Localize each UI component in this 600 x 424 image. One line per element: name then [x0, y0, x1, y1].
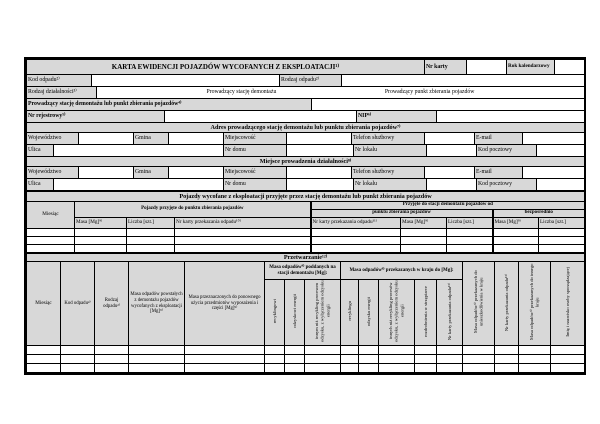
data-cell[interactable] — [311, 236, 401, 244]
adres-ulica-input[interactable] — [54, 145, 224, 157]
miejsce-telefon-input[interactable] — [425, 167, 475, 179]
adres-wojewodztwo-input[interactable] — [79, 133, 134, 145]
miejsce-wojewodztwo-input[interactable] — [79, 167, 134, 179]
data-cell[interactable] — [285, 364, 305, 373]
rodzaj-odpadu-input[interactable] — [342, 75, 585, 87]
prowadzacy-input[interactable] — [312, 99, 585, 111]
data-cell[interactable] — [437, 346, 463, 355]
data-cell[interactable] — [305, 346, 341, 355]
data-cell[interactable] — [519, 355, 551, 364]
miejsce-miejscowosc-label: Miejscowość — [224, 167, 287, 179]
nr-karty-input[interactable] — [467, 60, 507, 75]
data-cell[interactable] — [401, 236, 447, 244]
proc-col-masa-inny-kraj: Masa odpadów⁹⁾ przekazanych do innego kraju — [519, 262, 551, 346]
data-cell[interactable] — [75, 236, 127, 244]
miejsce-gmina-label: Gmina — [134, 167, 169, 179]
place-section-title: Miejsce prowadzenia działalności⁸⁾ — [27, 157, 585, 167]
miejsce-kod-pocztowy-label: Kod pocztowy — [477, 179, 537, 191]
data-cell[interactable] — [379, 355, 415, 364]
data-cell[interactable] — [519, 346, 551, 355]
data-cell[interactable] — [185, 364, 265, 373]
address-table — [26, 122, 585, 145]
rodzaj-odpadu-label: Rodzaj odpadu²⁾ — [280, 75, 342, 87]
kod-odpadu-label: Kod odpadu²⁾ — [27, 75, 92, 87]
proc-col-nr-karty: Nr karty przekazania odpadu¹³⁾ — [495, 262, 519, 346]
miejsce-wojewodztwo-label: Województwo — [27, 167, 79, 179]
data-cell[interactable] — [95, 364, 129, 373]
nr-rejestrowy-label: Nr rejestrowy⁵⁾ — [27, 111, 165, 123]
data-cell[interactable] — [551, 346, 585, 355]
vehicles-group-punkt: Pojazdy przyjęte do punktu zbierania pojazdów — [75, 201, 311, 217]
kod-odpadu-input[interactable] — [92, 75, 280, 87]
processing-row — [27, 364, 585, 373]
data-cell[interactable] — [463, 355, 495, 364]
vehicles-col-masa-2: Masa [Mg]⁹⁾ — [401, 217, 447, 228]
adres-email-label: E-mail — [475, 133, 523, 145]
proc-col-kod-odpadu: Kod odpadu²⁾ — [61, 262, 95, 346]
rodzaj-dzialalnosci-label: Rodzaj działalności³⁾ — [27, 87, 97, 99]
nr-rejestrowy-input[interactable] — [165, 111, 357, 123]
data-cell[interactable] — [61, 364, 95, 373]
data-cell[interactable] — [61, 355, 95, 364]
place-table — [26, 156, 585, 179]
adres-miejscowosc-label: Miejscowość — [224, 133, 287, 145]
data-cell[interactable] — [27, 228, 75, 236]
vehicles-subgroup-punkt: punktu zbierania pojazdów — [311, 209, 493, 217]
nip-input[interactable] — [437, 111, 585, 123]
miejsce-email-input[interactable] — [523, 167, 585, 179]
proc-col-recyklingu: recyklingu — [341, 280, 359, 346]
proc-col-odzysku-energii: odzysku energii — [359, 280, 379, 346]
proc-col-masa-powstalych: Masa odpadów powstałych z demontażu pojazdów wycofanych z eksploatacji [Mg]⁹⁾ — [129, 262, 185, 346]
miejsce-nr-domu-input[interactable] — [287, 179, 354, 191]
proc-col-masa-ponownych: Masa przeznaczonych do ponownego użycia przedmiotów wyposażenia i części [Mg]⁹⁾ — [185, 262, 265, 346]
data-cell[interactable] — [285, 346, 305, 355]
vehicles-col-liczba-1: Liczba [szt.] — [127, 217, 175, 228]
miejsce-ulica-label: Ulica — [27, 179, 54, 191]
rok-kalendarzowy-label: Rok kalendarzowy — [507, 60, 555, 75]
data-cell[interactable] — [437, 355, 463, 364]
data-cell[interactable] — [311, 228, 401, 236]
data-cell[interactable] — [341, 346, 359, 355]
data-cell[interactable] — [495, 364, 519, 373]
data-cell[interactable] — [27, 355, 61, 364]
data-cell[interactable] — [401, 228, 447, 236]
processing-row — [27, 346, 585, 355]
vehicles-col-nrkarty-2: Nr karty przekazania odpadu¹¹⁾ — [311, 217, 401, 228]
proc-col-rodzaj-odpadu: Rodzaj odpadu²⁾ — [95, 262, 129, 346]
data-cell[interactable] — [341, 355, 359, 364]
rok-kalendarzowy-input[interactable] — [555, 60, 585, 75]
data-cell[interactable] — [265, 364, 285, 373]
data-cell[interactable] — [463, 346, 495, 355]
vehicles-col-masa-1: Masa [Mg]⁹⁾ — [75, 217, 127, 228]
data-cell[interactable] — [95, 355, 129, 364]
data-cell[interactable] — [495, 355, 519, 364]
data-cell[interactable] — [175, 236, 311, 244]
data-cell[interactable] — [129, 346, 185, 355]
proc-col-rozdrobnienia: rozdrobnienia w strzępiarce — [415, 280, 437, 346]
address-section-title: Adres prowadzącego stację demontażu lub punktu zbierania pojazdów⁷⁾ — [27, 123, 585, 133]
data-cell[interactable] — [493, 236, 539, 244]
data-cell[interactable] — [447, 228, 493, 236]
adres-wojewodztwo-label: Województwo — [27, 133, 79, 145]
data-cell[interactable] — [27, 346, 61, 355]
data-cell[interactable] — [75, 228, 127, 236]
vehicles-col-miesiac: Miesiąc — [27, 201, 75, 228]
data-cell[interactable] — [495, 346, 519, 355]
adres-telefon-input[interactable] — [425, 133, 475, 145]
data-cell[interactable] — [539, 228, 585, 236]
adres-gmina-label: Gmina — [134, 133, 169, 145]
adres-miejscowosc-input[interactable] — [287, 133, 352, 145]
data-cell[interactable] — [463, 364, 495, 373]
adres-telefon-label: Telefon służbowy — [352, 133, 425, 145]
miejsce-nr-domu-label: Nr domu — [224, 179, 287, 191]
adres-nr-lokalu-label: Nr lokalu — [354, 145, 427, 157]
data-cell[interactable] — [539, 236, 585, 244]
data-cell[interactable] — [27, 236, 75, 244]
miejsce-ulica-input[interactable] — [54, 179, 224, 191]
processing-table — [26, 252, 585, 374]
data-cell[interactable] — [27, 364, 61, 373]
nip-label: NIP⁶⁾ — [357, 111, 437, 123]
adres-kod-pocztowy-input[interactable] — [537, 145, 585, 157]
data-cell[interactable] — [379, 364, 415, 373]
proc-col-recyklingowi: recyklingowi — [265, 280, 285, 346]
vehicles-row — [27, 228, 585, 236]
vehicles-group-stacja: Przyjęte do stacji demontażu pojazdów od — [311, 201, 585, 209]
prowadzacy-label: Prowadzący stację demontażu lub punkt zbierania pojazdów⁴⁾ — [27, 99, 312, 111]
proc-col-masa-unieszkodliwienie: Masa odpadów⁹⁾ przekazanych do unieszkodliwienia w kraju — [463, 262, 495, 346]
vehicles-col-liczba-3: Liczba [szt.] — [539, 217, 585, 228]
adres-email-input[interactable] — [523, 133, 585, 145]
data-cell[interactable] — [265, 346, 285, 355]
miejsce-kod-pocztowy-input[interactable] — [537, 179, 585, 191]
data-cell[interactable] — [437, 364, 463, 373]
proc-group-przekazanych: Masa odpadów⁹⁾ przekazanych w kraju do [Mg]: — [341, 262, 463, 280]
data-cell[interactable] — [341, 364, 359, 373]
data-cell[interactable] — [265, 355, 285, 364]
vehicles-col-masa-3: Masa [Mg]⁹⁾ — [493, 217, 539, 228]
data-cell[interactable] — [61, 346, 95, 355]
adres-ulica-label: Ulica — [27, 145, 54, 157]
adres-gmina-input[interactable] — [169, 133, 224, 145]
data-cell[interactable] — [359, 355, 379, 364]
miejsce-nr-lokalu-input[interactable] — [427, 179, 477, 191]
data-cell[interactable] — [415, 346, 437, 355]
option-prowadzacy-punkt[interactable]: Prowadzący punkt zbierania pojazdów — [384, 89, 475, 96]
proc-col-nr-karty-kraj: Nr karty przekazania odpadu¹³⁾ — [437, 280, 463, 346]
data-cell[interactable] — [359, 346, 379, 355]
proc-col-imie-nazwisko: Imię i nazwisko osoby sporządzającej — [551, 262, 585, 346]
vehicles-subgroup-bezposrednio: bezpośrednio — [493, 209, 585, 217]
miejsce-nr-lokalu-label: Nr lokalu — [354, 179, 427, 191]
proc-group-poddanych: Masa odpadów⁹⁾ poddanych na stacji demontażu [Mg]: — [265, 262, 341, 280]
processing-section-title: Przetwarzanie¹²⁾ — [27, 253, 585, 262]
top-info-table — [26, 59, 585, 75]
option-prowadzacy-stacje[interactable]: Prowadzący stację demontażu — [206, 89, 277, 96]
form-title: KARTA EWIDENCJI POJAZDÓW WYCOFANYCH Z EKSPLOATACJI¹⁾ — [27, 60, 425, 75]
data-cell[interactable] — [493, 228, 539, 236]
proc-col-miesiac: Miesiąc — [27, 262, 61, 346]
adres-kod-pocztowy-label: Kod pocztowy — [477, 145, 537, 157]
form-sheet — [24, 57, 586, 375]
vehicles-col-liczba-2: Liczba [szt.] — [447, 217, 493, 228]
data-cell[interactable] — [129, 355, 185, 364]
vehicles-table — [26, 190, 585, 253]
data-cell[interactable] — [127, 236, 175, 244]
miejsce-gmina-input[interactable] — [169, 167, 224, 179]
adres-nr-domu-input[interactable] — [287, 145, 354, 157]
nr-karty-label: Nr karty — [425, 60, 467, 75]
data-cell[interactable] — [447, 236, 493, 244]
data-cell[interactable] — [415, 355, 437, 364]
data-cell[interactable] — [185, 346, 265, 355]
miejsce-telefon-label: Telefon służbowy — [352, 167, 425, 179]
data-cell[interactable] — [305, 364, 341, 373]
data-cell[interactable] — [95, 346, 129, 355]
data-cell[interactable] — [127, 228, 175, 236]
data-cell[interactable] — [415, 364, 437, 373]
processing-row — [27, 355, 585, 364]
data-cell[interactable] — [519, 364, 551, 373]
rodzaj-dzialalnosci-options[interactable] — [97, 87, 585, 99]
proc-col-innych-procesow: innych niż recykling procesów odzysku, z wyłączeniem odzysku energii — [379, 280, 415, 346]
data-cell[interactable] — [185, 355, 265, 364]
data-cell[interactable] — [551, 364, 585, 373]
data-cell[interactable] — [359, 364, 379, 373]
data-cell[interactable] — [305, 355, 341, 364]
miejsce-miejscowosc-input[interactable] — [287, 167, 352, 179]
vehicles-col-nrkarty-1: Nr karty przekazania odpadu¹⁰⁾ — [175, 217, 311, 228]
data-cell[interactable] — [551, 355, 585, 364]
miejsce-email-label: E-mail — [475, 167, 523, 179]
vehicles-row — [27, 236, 585, 244]
data-cell[interactable] — [129, 364, 185, 373]
data-cell[interactable] — [175, 228, 311, 236]
vehicles-section-title: Pojazdy wycofane z eksploatacji przyjęte przez stację demontażu lub punkt zbierania pojazdów — [27, 191, 585, 201]
adres-nr-lokalu-input[interactable] — [427, 145, 477, 157]
data-cell[interactable] — [285, 355, 305, 364]
proc-col-innym-procesom: innym niż recykling procesom odzysku, z wyłączeniem odzysku energii — [305, 280, 341, 346]
data-cell[interactable] — [379, 346, 415, 355]
proc-col-odzyskowi-energii: odzyskowi energii — [285, 280, 305, 346]
adres-nr-domu-label: Nr domu — [224, 145, 287, 157]
